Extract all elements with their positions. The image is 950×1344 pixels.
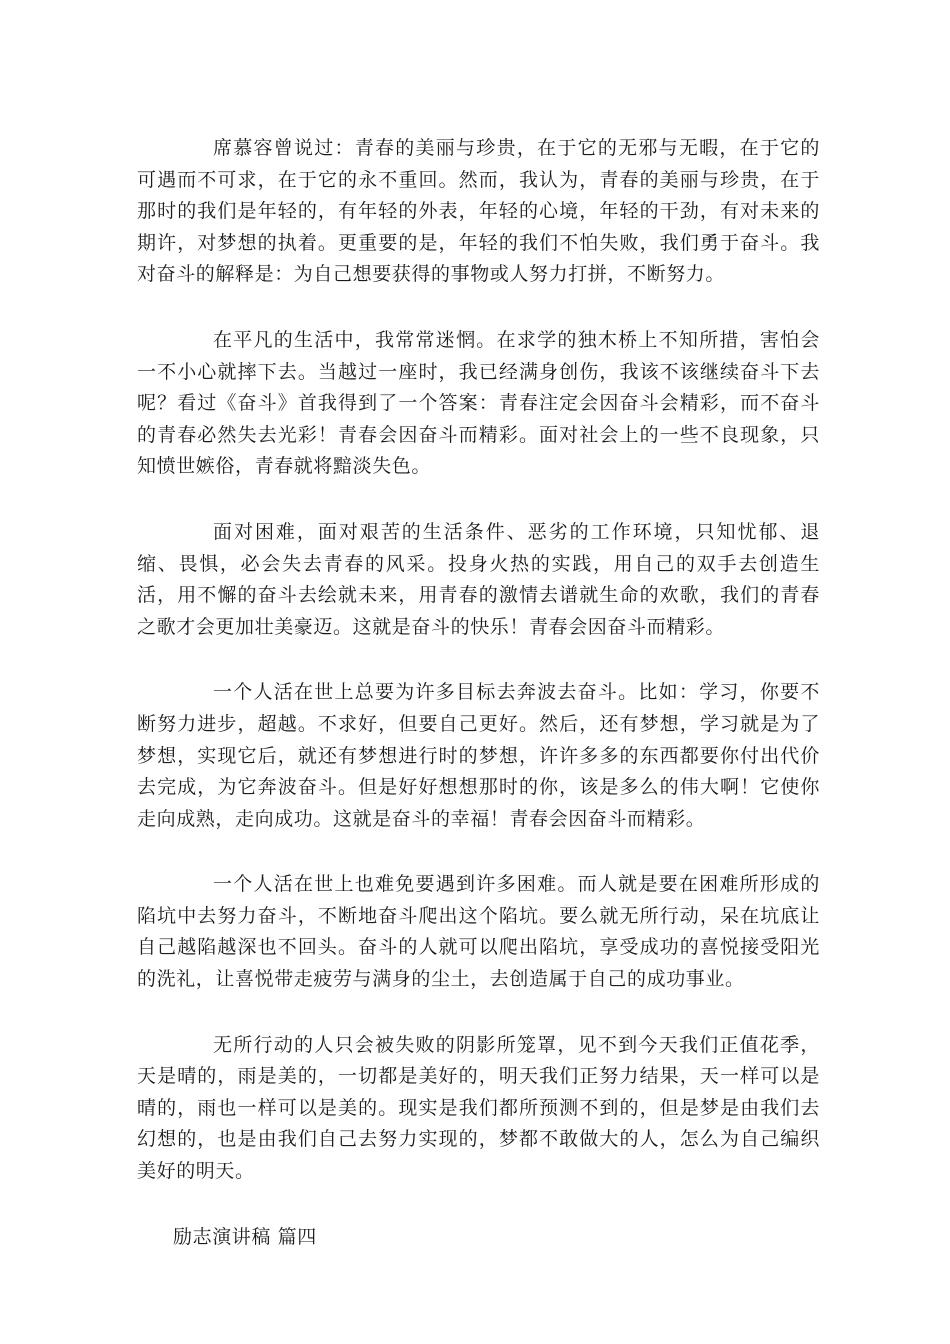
- paragraph-1: 席慕容曾说过：青春的美丽与珍贵，在于它的无邪与无暇，在于它的可遇而不可求，在于它的永不重回。然而，我认为，青春的美丽与珍贵，在于那时的我们是年轻的，有年轻的外表，年轻的心境，年轻的干劲，有对未来的期许，对梦想的执着。更重要的是，年轻的我们不怕失败，我们勇于奋斗。我对奋斗的解释是：为自己想要获得的事物或人努力打拼，不断努力。: [137, 137, 820, 286]
- paragraph-5: 一个人活在世上也难免要遇到许多困难。而人就是要在困难所形成的陷坑中去努力奋斗，不断地奋斗爬出这个陷坑。要么就无所行动，呆在坑底让自己越陷越深也不回头。奋斗的人就可以爬出陷坑，享受成功的喜悦接受阳光的洗礼，让喜悦带走疲劳与满身的尘土，去创造属于自己的成功事业。: [137, 873, 820, 991]
- paragraph-3: 面对困难，面对艰苦的生活条件、恶劣的工作环境，只知忧郁、退缩、畏惧，必会失去青春的风采。投身火热的实践，用自己的双手去创造生活，用不懈的奋斗去绘就未来，用青春的激情去谱就生命的欢歌，我们的青春之歌才会更加壮美豪迈。这就是奋斗的快乐！青春会因奋斗而精彩。: [137, 520, 820, 638]
- paragraph-2: 在平凡的生活中，我常常迷惘。在求学的独木桥上不知所措，害怕会一不小心就摔下去。当越过一座时，我已经满身创伤，我该不该继续奋斗下去呢？看过《奋斗》首我得到了一个答案：青春注定会因奋斗会精彩，而不奋斗的青春必然失去光彩！青春会因奋斗而精彩。面对社会上的一些不良现象，只知愤世嫉俗，青春就将黯淡失色。: [137, 328, 820, 478]
- paragraph-6: 无所行动的人只会被失败的阴影所笼罩，见不到今天我们正值花季，天是晴的，雨是美的，一切都是美好的，明天我们正努力结果，天一样可以是晴的，雨也一样可以是美的。现实是我们都所预测不到的，但是梦是由我们去幻想的，也是由我们自己去努力实现的，梦都不敢做大的人，怎么为自己编织美好的明天。: [137, 1033, 820, 1183]
- paragraph-4: 一个人活在世上总要为许多目标去奔波去奋斗。比如：学习，你要不断努力进步，超越。不求好，但要自己更好。然后，还有梦想，学习就是为了梦想，实现它后，就还有梦想进行时的梦想，许许多多的东西都要你付出代价去完成，为它奔波奋斗。但是好好想想那时的你，该是多么的伟大啊！它使你走向成熟，走向成功。这就是奋斗的幸福！青春会因奋斗而精彩。: [137, 681, 820, 830]
- section-heading: 励志演讲稿 篇四: [173, 1225, 317, 1248]
- document-body: [137, 133, 820, 1253]
